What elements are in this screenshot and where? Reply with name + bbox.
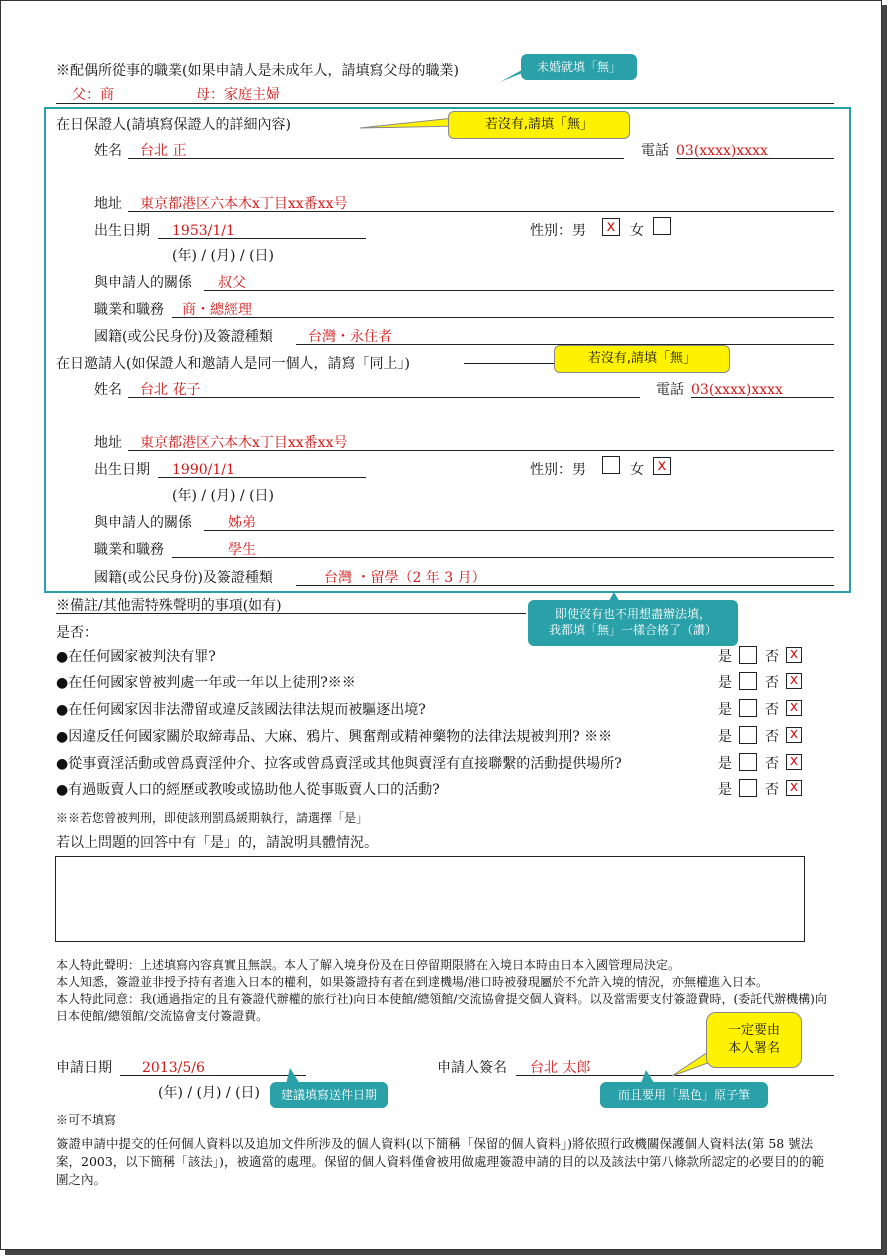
yes-checkbox[interactable] <box>739 726 757 744</box>
yes-checkbox[interactable] <box>739 753 757 771</box>
inviter-name-label: 姓名 <box>94 382 122 398</box>
spouse-occupation-label: ※配偶所從事的職業(如果申請人是未成年人，請填寫父母的職業) <box>56 63 459 79</box>
guarantor-address-label: 地址 <box>94 196 122 212</box>
inviter-male-checkbox[interactable] <box>602 456 620 474</box>
inviter-female-label: 女 <box>630 462 644 478</box>
yes-label: 是 <box>718 782 732 798</box>
question-text: ●因違反任何國家關於取締毒品、大麻、鴉片、興奮劑或精神藥物的法律法規被判刑? ※※ <box>56 729 613 745</box>
yes-label: 是 <box>718 649 732 665</box>
inviter-female-checkbox[interactable]: x <box>653 457 671 475</box>
callout-signature-line2: 本人署名 <box>727 1041 780 1056</box>
no-label: 否 <box>765 702 779 718</box>
guarantor-dob: 1953/1/1 <box>172 223 235 239</box>
guarantor-relation-label: 與申請人的關係 <box>94 275 192 291</box>
inviter-relation: 姊弟 <box>228 515 256 531</box>
guarantor-nationality: 台灣・永住者 <box>308 329 392 345</box>
inviter-name-line <box>128 397 640 398</box>
yes-label: 是 <box>718 729 732 745</box>
guarantor-female-checkbox[interactable] <box>653 217 671 235</box>
no-checkbox[interactable]: x <box>786 754 802 770</box>
inviter-dob: 1990/1/1 <box>172 462 235 478</box>
application-date-line <box>120 1075 306 1076</box>
optional-note: ※可不填寫 <box>56 1113 117 1127</box>
callout-remarks-line1: 即使沒有也不用想盡辦法填， <box>554 607 711 621</box>
guarantor-female-label: 女 <box>630 223 644 239</box>
no-checkbox[interactable]: x <box>786 647 802 663</box>
guarantor-address: 東京都港区六本木x丁目xx番xx号 <box>140 196 348 212</box>
application-date-label: 申請日期 <box>56 1060 112 1076</box>
inviter-job: 學生 <box>228 542 256 558</box>
inviter-dob-label: 出生日期 <box>94 462 150 478</box>
no-checkbox[interactable]: x <box>786 673 802 689</box>
application-date: 2013/5/6 <box>142 1060 205 1076</box>
no-label: 否 <box>765 756 779 772</box>
guarantor-header: 在日保證人(請填寫保證人的詳細內容) <box>56 117 291 133</box>
question-text: ●有過販賣人口的經歷或教唆或協助他人從事販賣人口的活動? <box>56 782 440 798</box>
callout-inviter-none: 若沒有,請填「無」 <box>554 345 730 373</box>
inviter-address-line <box>128 450 834 451</box>
signature-value: 台北 太郎 <box>530 1060 591 1076</box>
declaration-p3: 本人特此同意：我(通過指定的且有簽證代辦權的旅行社)向日本使館/總領館/交流協會提交個人資料。以及當需要支付簽證費時，(委託代辦機構)向日本使館/總領館/交流協會支付簽證費。 <box>56 992 827 1023</box>
callout-signature-line1: 一定要由 <box>727 1023 780 1038</box>
question-text: ●在任何國家因非法滯留或違反該國法律法規而被驅逐出境? <box>56 702 426 718</box>
guarantor-male-checkbox[interactable]: x <box>602 218 620 236</box>
no-checkbox[interactable]: x <box>786 780 802 796</box>
inviter-nationality: 台灣 ・留學（2 年 3 月） <box>324 570 486 586</box>
callout-remarks <box>528 600 738 646</box>
no-checkbox[interactable]: x <box>786 700 802 716</box>
question-text: ●在任何國家曾被判處一年或一年以上徒刑?※※ <box>56 675 356 691</box>
guarantor-phone: 03(xxxx)xxxx <box>676 143 768 159</box>
no-label: 否 <box>765 649 779 665</box>
guarantor-address-line <box>128 211 834 212</box>
inviter-address-label: 地址 <box>94 435 122 451</box>
inviter-nationality-line <box>296 585 834 586</box>
declaration-p2: 本人知悉，簽證並非授予持有者進入日本的權利，如果簽證持有者在到達機場/港口時被發現屬於不允許入境的情況，亦無權進入日本。 <box>56 975 769 989</box>
yes-checkbox[interactable] <box>739 672 757 690</box>
inviter-relation-label: 與申請人的關係 <box>94 515 192 531</box>
callout-unmarried: 未婚就填「無」 <box>521 54 637 80</box>
no-checkbox[interactable]: x <box>786 727 802 743</box>
inviter-phone-label: 電話 <box>656 382 684 398</box>
callout-signature <box>706 1012 802 1068</box>
inviter-job-line <box>172 557 834 558</box>
callout-pointer-line <box>464 363 554 364</box>
remarks-label: ※備註/其他需特殊聲明的事項(如有) <box>56 598 282 614</box>
guarantor-dob-line <box>158 238 366 239</box>
inviter-sex-label: 性別：男 <box>530 462 586 478</box>
callout-remarks-line2: 我都填「無」一樣合格了（讚） <box>548 623 717 637</box>
guarantor-job-line <box>172 317 834 318</box>
guarantor-name-line <box>128 158 624 159</box>
no-label: 否 <box>765 782 779 798</box>
guarantor-phone-label: 電話 <box>641 143 669 159</box>
privacy-text: 簽證申請中提交的任何個人資料以及追加文件所涉及的個人資料(以下簡稱「保留的個人資料」)將依照行政機關保護個人資料法(第 58 號法案，2003，以下簡稱「該法」)，被適當的處理。保留的個人資料僅會被用做處理簽證申請的目的以及該法中第八條款所認定的必要目的的範圍之內。 <box>56 1136 824 1187</box>
guarantor-nationality-label: 國籍(或公民身份)及簽證種類 <box>94 329 273 345</box>
yes-checkbox[interactable] <box>739 646 757 664</box>
inviter-phone-line <box>691 397 834 398</box>
question-text: ●在任何國家被判決有罪? <box>56 649 216 665</box>
no-label: 否 <box>765 675 779 691</box>
guarantor-phone-line <box>676 158 834 159</box>
question-text: ●從事賣淫活動或曾爲賣淫仲介、拉客或曾爲賣淫或其他與賣淫有直接聯繫的活動提供場所? <box>56 756 622 772</box>
callout-pen: 而且要用「黑色」原子筆 <box>600 1082 768 1108</box>
guarantor-job-label: 職業和職務 <box>94 302 164 318</box>
mother-occupation: 母：家庭主婦 <box>196 87 280 103</box>
father-occupation: 父：商 <box>72 87 114 103</box>
guarantor-relation: 叔父 <box>218 275 246 291</box>
inviter-dob-line <box>158 477 366 478</box>
remarks-line <box>56 613 526 614</box>
footnote: ※※若您曾被判刑，即使該刑罰爲緩期執行，請選擇「是」 <box>56 811 369 825</box>
yesno-label: 是否： <box>56 625 98 641</box>
callout-guarantor-none: 若沒有,請填「無」 <box>448 111 630 139</box>
explain-textarea[interactable] <box>55 856 805 942</box>
yes-checkbox[interactable] <box>739 779 757 797</box>
guarantor-date-format: (年) / (月) / (日) <box>172 248 275 264</box>
guarantor-dob-label: 出生日期 <box>94 223 150 239</box>
inviter-job-label: 職業和職務 <box>94 542 164 558</box>
callout-date: 建議填寫送件日期 <box>270 1082 388 1108</box>
signature-label: 申請人簽名 <box>437 1060 507 1076</box>
callout-pointer <box>500 70 530 84</box>
yes-label: 是 <box>718 702 732 718</box>
inviter-name: 台北 花子 <box>140 382 201 398</box>
spouse-underline <box>56 103 834 104</box>
application-date-format: (年) / (月) / (日) <box>158 1085 261 1101</box>
inviter-date-format: (年) / (月) / (日) <box>172 488 275 504</box>
yes-label: 是 <box>718 756 732 772</box>
callout-pointer <box>360 118 460 132</box>
guarantor-sex-label: 性別：男 <box>530 223 586 239</box>
declaration-p1: 本人特此聲明：上述填寫內容真實且無誤。本人了解入境身份及在日停留期限將在入境日本時由日本入國管理局決定。 <box>56 958 681 972</box>
yes-checkbox[interactable] <box>739 699 757 717</box>
yes-label: 是 <box>718 675 732 691</box>
guarantor-name-label: 姓名 <box>94 143 122 159</box>
inviter-phone: 03(xxxx)xxxx <box>691 382 783 398</box>
inviter-address: 東京都港区六本木x丁目xx番xx号 <box>140 435 348 451</box>
guarantor-relation-line <box>204 290 834 291</box>
guarantor-name: 台北 正 <box>140 143 187 159</box>
inviter-relation-line <box>204 530 834 531</box>
inviter-nationality-label: 國籍(或公民身份)及簽證種類 <box>94 570 273 586</box>
guarantor-job: 商・總經理 <box>182 302 252 318</box>
inviter-header: 在日邀請人(如保證人和邀請人是同一個人，請寫「同上」) <box>56 356 410 372</box>
no-label: 否 <box>765 729 779 745</box>
explain-label: 若以上問題的回答中有「是」的，請說明具體情況。 <box>56 835 378 851</box>
